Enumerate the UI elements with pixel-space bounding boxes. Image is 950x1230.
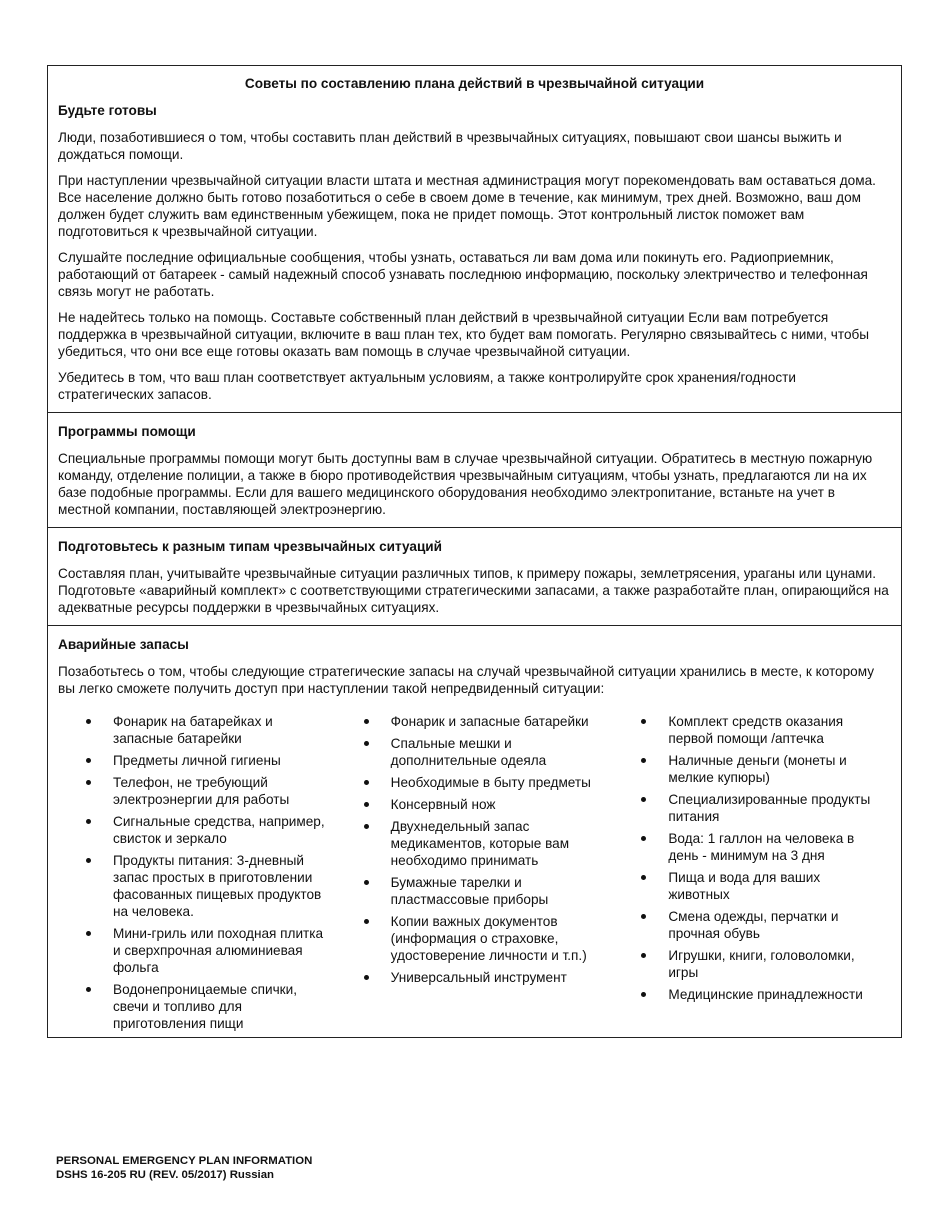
supply-item-text: Необходимые в быту предметы [390,775,591,790]
bullet-icon [364,719,369,724]
supply-item-text: Вода: 1 галлон на человека в день - минимум на 3 дня [668,831,855,863]
supplies-column-1 [58,713,336,1037]
supply-list-item [336,713,614,730]
paragraph: Убедитесь в том, что ваш план соответствует актуальным условиям, а также контролируйте срок хранения/годности стратегических запасов. [58,370,796,402]
bullet-icon [364,780,369,785]
section-heading: Будьте готовы [58,103,157,118]
paragraph: Не надейтесь только на помощь. Составьте собственный план действий в чрезвычайной ситуации Если вам потребуется поддержка в чрезвычайной ситуации, включите в ваш план тех, кто будет вам помогать. Регулярно связывайтесь с ними, чтобы убедиться, что они все еще готовы оказать вам помощь в случае чрезвычайной ситуации. [58,310,870,359]
bullet-icon [86,819,91,824]
document-frame [47,65,902,1038]
supply-list-item [58,925,336,976]
bullet-icon [641,836,646,841]
supply-item-text: Фонарик и запасные батарейки [390,714,589,729]
supply-item-text: Мини-гриль или походная плитка и сверхпрочная алюминиевая фольга [113,926,324,975]
supply-list-item [58,813,336,847]
supply-list-item [613,752,891,786]
paragraph: Люди, позаботившиеся о том, чтобы составить план действий в чрезвычайных ситуациях, повышают свои шансы выжить и дождаться помощи. [58,130,842,162]
supply-list-item [336,969,614,986]
supply-item-text: Универсальный инструмент [390,970,567,985]
section-be-ready [48,75,901,412]
section-heading: Аварийные запасы [58,637,189,652]
bullet-icon [86,931,91,936]
supply-list-item [613,713,891,747]
supply-list-item [336,774,614,791]
bullet-icon [641,953,646,958]
bullet-icon [641,758,646,763]
supply-item-text: Бумажные тарелки и пластмассовые приборы [390,875,549,907]
supply-item-text: Копии важных документов (информация о страховке, удостоверение личности и т.п.) [390,914,587,963]
supply-item-text: Спальные мешки и дополнительные одеяла [390,736,547,768]
paragraph: Специальные программы помощи могут быть доступны вам в случае чрезвычайной ситуации. Обратитесь в местную пожарную команду, отделение полиции, а также в бюро противодействия чрезвычайным ситуациям, чтобы узнать, предлагаются ли на их базе подобные программы. Если для вашего медицинского оборудования необходимо электропитание, встаньте на учет в местной компании, поставляющей электроэнергию. [58,451,873,517]
supply-list-item [336,818,614,869]
bullet-icon [641,914,646,919]
form-footer [56,1154,312,1182]
supply-list-item [58,852,336,920]
bullet-icon [641,992,646,997]
bullet-icon [86,858,91,863]
supply-list-item [336,735,614,769]
supply-list-item [613,869,891,903]
supply-list-item [58,981,336,1032]
supply-list-item [58,774,336,808]
bullet-icon [86,758,91,763]
supply-list-item [336,874,614,908]
bullet-icon [86,987,91,992]
footer-form-number: DSHS 16-205 RU (REV. 05/2017) Russian [56,1169,275,1181]
bullet-icon [364,880,369,885]
section-heading: Программы помощи [58,424,196,439]
supply-list-item [613,791,891,825]
bullet-icon [364,975,369,980]
supplies-column-3 [613,713,891,1037]
supply-item-text: Фонарик на батарейках и запасные батарейки [113,714,273,746]
supply-list-item [58,752,336,769]
supply-list-item [613,947,891,981]
supply-item-text: Сигнальные средства, например, свисток и зеркало [113,814,325,846]
supply-item-text: Смена одежды, перчатки и прочная обувь [668,909,839,941]
section-emergency-types [48,527,901,625]
bullet-icon [641,719,646,724]
supply-item-text: Двухнедельный запас медикаментов, которые вам необходимо принимать [390,819,570,868]
paragraph: Позаботьтесь о том, чтобы следующие стратегические запасы на случай чрезвычайной ситуации хранились в месте, к которому вы легко сможете получить доступ при наступлении такой непредвиденный ситуации: [58,664,875,696]
supply-item-text: Продукты питания: 3-дневный запас простых в приготовлении фасованных пищевых продуктов на человека. [113,853,322,919]
supply-item-text: Комплект средств оказания первой помощи /аптечка [668,714,844,746]
supply-list-item [613,830,891,864]
section-heading: Подготовьтесь к разным типам чрезвычайных ситуаций [58,539,443,554]
section-emergency-supplies [48,625,901,1037]
supply-list-item [613,908,891,942]
bullet-icon [364,802,369,807]
supplies-columns [58,713,891,1037]
bullet-icon [641,875,646,880]
supply-list-item [58,713,336,747]
supply-item-text: Наличные деньги (монеты и мелкие купюры) [668,753,847,785]
supply-item-text: Пища и вода для ваших животных [668,870,821,902]
supply-item-text: Игрушки, книги, головоломки, игры [668,948,855,980]
bullet-icon [364,741,369,746]
supply-item-text: Предметы личной гигиены [113,753,281,768]
supply-item-text: Телефон, не требующий электроэнергии для работы [113,775,290,807]
supply-item-text: Медицинские принадлежности [668,987,863,1002]
supply-item-text: Специализированные продукты питания [668,792,871,824]
bullet-icon [364,919,369,924]
paragraph: Слушайте последние официальные сообщения, чтобы узнать, оставаться ли вам дома или покинуть его. Радиоприемник, работающий от батареек - самый надежный способ узнавать последнюю информацию, поскольку электричество и телефонная связь могут не работать. [58,250,868,299]
bullet-icon [86,780,91,785]
document-title: Советы по составлению плана действий в чрезвычайной ситуации [244,76,705,91]
supply-item-text: Консервный нож [390,797,496,812]
section-assistance-programs [48,412,901,527]
footer-form-name: PERSONAL EMERGENCY PLAN INFORMATION [56,1155,313,1167]
paragraph: При наступлении чрезвычайной ситуации власти штата и местная администрация могут порекомендовать вам оставаться дома. Все население должно быть готово позаботиться о себе в своем доме в течение, как минимум, трех дней. Возможно, ваш дом должен будет служить вам единственным убежищем, пока не придет помощь. Этот контрольный листок поможет вам подготовиться к чрезвычайной ситуации. [58,173,876,239]
supplies-column-2 [336,713,614,1037]
bullet-icon [641,797,646,802]
supply-item-text: Водонепроницаемые спички, свечи и топливо для приготовления пищи [113,982,297,1031]
supply-list-item [613,986,891,1003]
bullet-icon [86,719,91,724]
supply-list-item [336,913,614,964]
paragraph: Составляя план, учитывайте чрезвычайные ситуации различных типов, к примеру пожары, землетрясения, ураганы или цунами. Подготовьте «аварийный комплект» с соответствующими стратегическими запасами, а также разработайте план, опирающийся на адекватные ресурсы поддержки в чрезвычайных ситуациях. [58,566,889,615]
supply-list-item [336,796,614,813]
bullet-icon [364,824,369,829]
